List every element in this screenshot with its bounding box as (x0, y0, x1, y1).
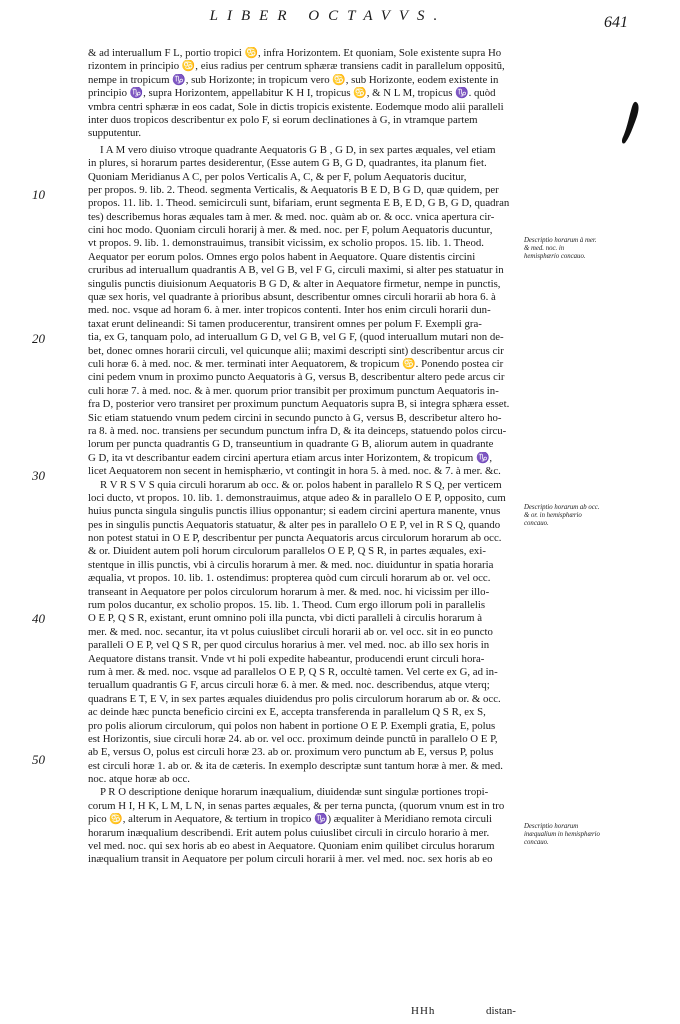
text-line: teruallum quadrantis G F, arcus circuli horæ 6. à mer. & med. noc. describendus, atque vterq; (88, 679, 490, 692)
text-line: Aequator per eorum polos. Omnes ergo polos habent in Aequatore. Quare distentis circini (88, 250, 476, 263)
margin-line-number: 20 (32, 331, 45, 346)
margin-note: Descriptio horarum ab occ. & or. in hemisphærio concauo. (524, 504, 600, 528)
text-line: huius puncta singula singulis punctis illius opponantur; si eadem circini apertura manente, vnus (88, 505, 501, 518)
paragraph (88, 47, 520, 141)
text-line: quæ sex horis, vel quadrante à prioribus absunt, describentur omnes circuli horarii ab hora 6. à (88, 291, 496, 304)
text-line: non potest statui in O E P, describentur per puncta Aequatoris arcus circulorum horarum ab occ. (88, 532, 502, 545)
text-line: pes in singulis punctis Aequatoris statuatur, & alter pes in parallelo O E P, vel in R S Q, quando (88, 518, 501, 531)
text-line: culi horæ 6. à med. noc. & mer. terminati inter Aequatorem, & tropicum ♋. Ponendo postea cir (88, 357, 504, 370)
text-line: est Horizontis, siue circuli horæ 24. ab or. vel occ. proximum deinde punctũ in parallelo O E P, (88, 732, 498, 745)
text-line: Aequatore distans transit. Vnde vt hi poli expedite habeantur, producendi erunt circuli hora- (88, 652, 485, 665)
text-line: lorum per puncta quadrantis G D, transeuntium in quadrante G B, aliorum autem in quadrante (88, 438, 494, 451)
text-line: æqualia, vt propos. 10. lib. 1. ostendimus: propterea quòd cum circuli horarum ab or. vel occ. (88, 572, 491, 585)
text-line: & ad interuallum F L, portio tropici ♋, infra Horizontem. Et quoniam, Sole existente supra Ho (88, 47, 502, 59)
margin-line-number: 10 (32, 187, 45, 202)
text-line: bet, donec omnes horarii circuli, vel quicunque alii; maximi descripti sint) describentur arcus cir (88, 344, 504, 357)
text-line: ra 8. à med. noc. transiens per secundum punctum infra D, & ita deinceps, statuendo polos circu- (88, 424, 507, 437)
text-line: taxat erunt delineandi: Si tamen producerentur, transirent omnes per polum F. Exempli gra- (88, 317, 482, 330)
catchword: distan- (486, 1005, 516, 1017)
text-line: est circuli horæ 1. ab or. & ita de cæteris. In exemplo descriptæ sunt tantum horæ à mer. & med. (88, 759, 503, 772)
text-line: ac deinde hæc puncta beneficio circini ex E, accepta transferenda in parallelum Q S R, ex S, (88, 706, 486, 719)
text-column (88, 47, 520, 867)
page-number: 641 (604, 14, 628, 31)
text-line: horarum inæqualium describendi. Erit autem polus cuiuslibet circuli in circulo horario à mer. (88, 826, 490, 839)
text-line: R V R S V S quia circuli horarum ab occ. & or. polos habent in parallelo R S Q, per verticem (100, 478, 502, 491)
text-line: Sic etiam statuendo vnum pedem circini in secundo puncto à G, versus B, describetur altero ho- (88, 411, 502, 424)
text-line: noc. atque horæ ab occ. (88, 773, 190, 786)
margin-line-number: 30 (32, 468, 45, 483)
text-line: stentque in illis punctis, vbi à circulis horarum à mer. & med. noc. diuiduntur in spatia horaria (88, 558, 494, 571)
text-line: transeant in Aequatore per polos circulorum horarum à mer. & med. noc. hi vicissim per illo- (88, 585, 490, 598)
text-line: fra D, posterior vero transiret per proximum punctum Aequatoris supra B, si integra sphæra esset. (88, 398, 510, 411)
text-line: corum H I, H K, L M, L N, in senas partes æquales, & per terna puncta, (quorum vnum est in tro (88, 799, 505, 812)
text-line: inæqualium transit in Aequatore per polum circuli horarii à mer. vel med. noc. sex horis ab eo (88, 853, 493, 866)
text-line: ab E, versus O, polus est circuli horæ 23. ab or. proximum vero punctum ab E, versus P, polus (88, 746, 494, 759)
text-line: quadrans E T, E V, in sex partes æquales diuidendus pro polis circulorum horarum ab or. & occ. (88, 692, 501, 705)
text-line: per propos. 9. lib. 2. Theod. segmenta Verticalis, & Aequatoris B E D, B G D, quæ quidem, per (88, 183, 499, 196)
text-line: paralleli O E P, vel Q S R, per quod circulus horarius à mer. vel med. noc. ab illo sex horis in (88, 639, 490, 652)
text-line: G D, ita vt describantur eadem circini apertura etiam arcus inter Horizontem, & tropicum ♑, (88, 451, 493, 464)
text-line: principio ♑, supra Horizontem, appellabitur K H I, tropicus ♋, & N L M, tropicus ♑. quòd (88, 87, 496, 100)
text-line: in plures, si horarum partes desiderentur, (Esse autem G B, G D, quadrantes, ita planum fiet. (88, 157, 487, 170)
paragraph (88, 786, 520, 866)
text-line: P R O descriptione denique horarum inæqualium, diuidendæ sunt singulæ portiones tropi- (100, 786, 489, 799)
text-line: tia, ex G, tanquam polo, ad interuallum G D, vel G B, vel G F, (quod interuallum mutari non de- (88, 331, 504, 344)
margin-line-number: 40 (32, 611, 45, 626)
paragraph (88, 144, 520, 479)
text-line: cruribus ad interuallum quadrantis A B, vel G B, vel F G, circuli maximi, si alter pes statuatur in (88, 264, 504, 277)
text-line: pico ♋, alterum in Aequatore, & tertium in tropico ♑) æqualiter à Meridiano remota circuli (88, 813, 493, 826)
text-line: med. noc. vsque ad horam 6. à mer. inter tropicos contenti. Inter hos enim circuli horarii dun- (88, 304, 491, 317)
text-line: vt propos. 9. lib. 1. demonstrauimus, transibit vicissim, ex scholio propos. 15. lib. 1. Theod. (88, 237, 484, 250)
text-line: vel med. noc. qui sex horis ab eo abest in Aequatore. Quoniam enim quilibet circulus horarum (88, 840, 495, 853)
text-line: tes) describemus horas æquales tam à mer. & med. noc. quàm ab or. & occ. vnica apertura cir- (88, 210, 495, 223)
margin-line-number: 50 (32, 752, 45, 767)
running-title: LIBER OCTAVVS. (209, 8, 447, 24)
text-line: singulis punctis diuisionum Aequatoris B G D, & alter in Aequatore firmetur, nempe in punctis, (88, 277, 501, 290)
text-line: pro polis aliorum circulorum, qui polos non habent in portione O E P. Exempli gratia, E, polus (88, 719, 496, 732)
text-line: inter duos tropicos describentur ex polo F, si eorum declinationes à G, in vtramque partem (88, 113, 478, 126)
text-line: & or. Diuident autem poli horum circulorum parallelos O E P, Q S R, in partes æquales, exi- (88, 545, 486, 558)
paragraph (88, 479, 520, 787)
margin-note: Descriptio horarum à mer. & med. noc. in hemisphærio concauo. (524, 237, 597, 261)
text-line: cini hoc modo. Quoniam circuli horarij à mer. & med. noc. per F, polum Aequatoris ducuntur, (88, 224, 493, 237)
text-line: culi horæ 7. à med. noc. & à mer. quorum prior transibit per proximum punctum Aequatoris in- (88, 384, 499, 397)
text-line: I A M vero diuiso vtroque quadrante Aequatoris G B , G D, in sex partes æquales, vel etiam (100, 143, 496, 156)
ink-blot (620, 100, 644, 151)
text-line: mer. & med. noc. secantur, ita vt polus cuiuslibet circuli horarii ab or. vel occ. sit in eo puncto (88, 625, 493, 638)
text-line: supputentur. (88, 127, 142, 140)
margin-note: Descriptio horarum inæqualium in hemisphærio concauo. (524, 823, 600, 847)
text-line: loci ducto, vt propos. 10. lib. 1. demonstrauimus, atque adeo & in parallelo O E P, opposito, cum (88, 491, 506, 504)
text-line: Quoniam Meridianus A C, per polos Verticalis A, C, & per F, polum Aequatoris ducitur, (88, 170, 467, 183)
text-line: propos. 11. lib. 1. Theod. semicirculi sunt, bifariam, erunt segmenta E B, E D, G B, G D, quadran (88, 197, 510, 210)
text-line: rum à mer. & med. noc. vsque ad parallelos O E P, Q S R, occultè tamen. Vel certe ex G, ad in- (88, 665, 498, 678)
text-line: O E P, Q S R, existant, erunt omnino poli illa puncta, vbi dicti paralleli à circulis horarum à (88, 612, 483, 625)
text-line: rizontem in principio ♋, eius radius per centrum sphæræ transiens cadit in parallelum oppositũ, (88, 60, 505, 73)
text-line: nempe in tropicum ♑, sub Horizonte; in tropicum vero ♋, sub Horizonte, eodem existente in (88, 73, 499, 86)
text-line: rum polos ducantur, ex scholio propos. 15. lib. 1. Theod. Cum ergo illorum poli in parallelis (88, 599, 486, 612)
text-line: vmbra centri sphæræ in eos cadat, Sole in dictis tropicis existente. Eodemque modo alii paralleli (88, 100, 504, 113)
signature-mark: HHh (411, 1005, 436, 1017)
text-line: licet Aequatorem non secent in hemisphærio, vt contingit in hora 5. à med. noc. & 7. à mer. &c. (88, 465, 501, 478)
ink-blot-icon (620, 100, 644, 146)
text-line: cini pedem vnum in proximo puncto Aequatoris à G, versus B, describentur altero pede arcus cir (88, 371, 505, 384)
